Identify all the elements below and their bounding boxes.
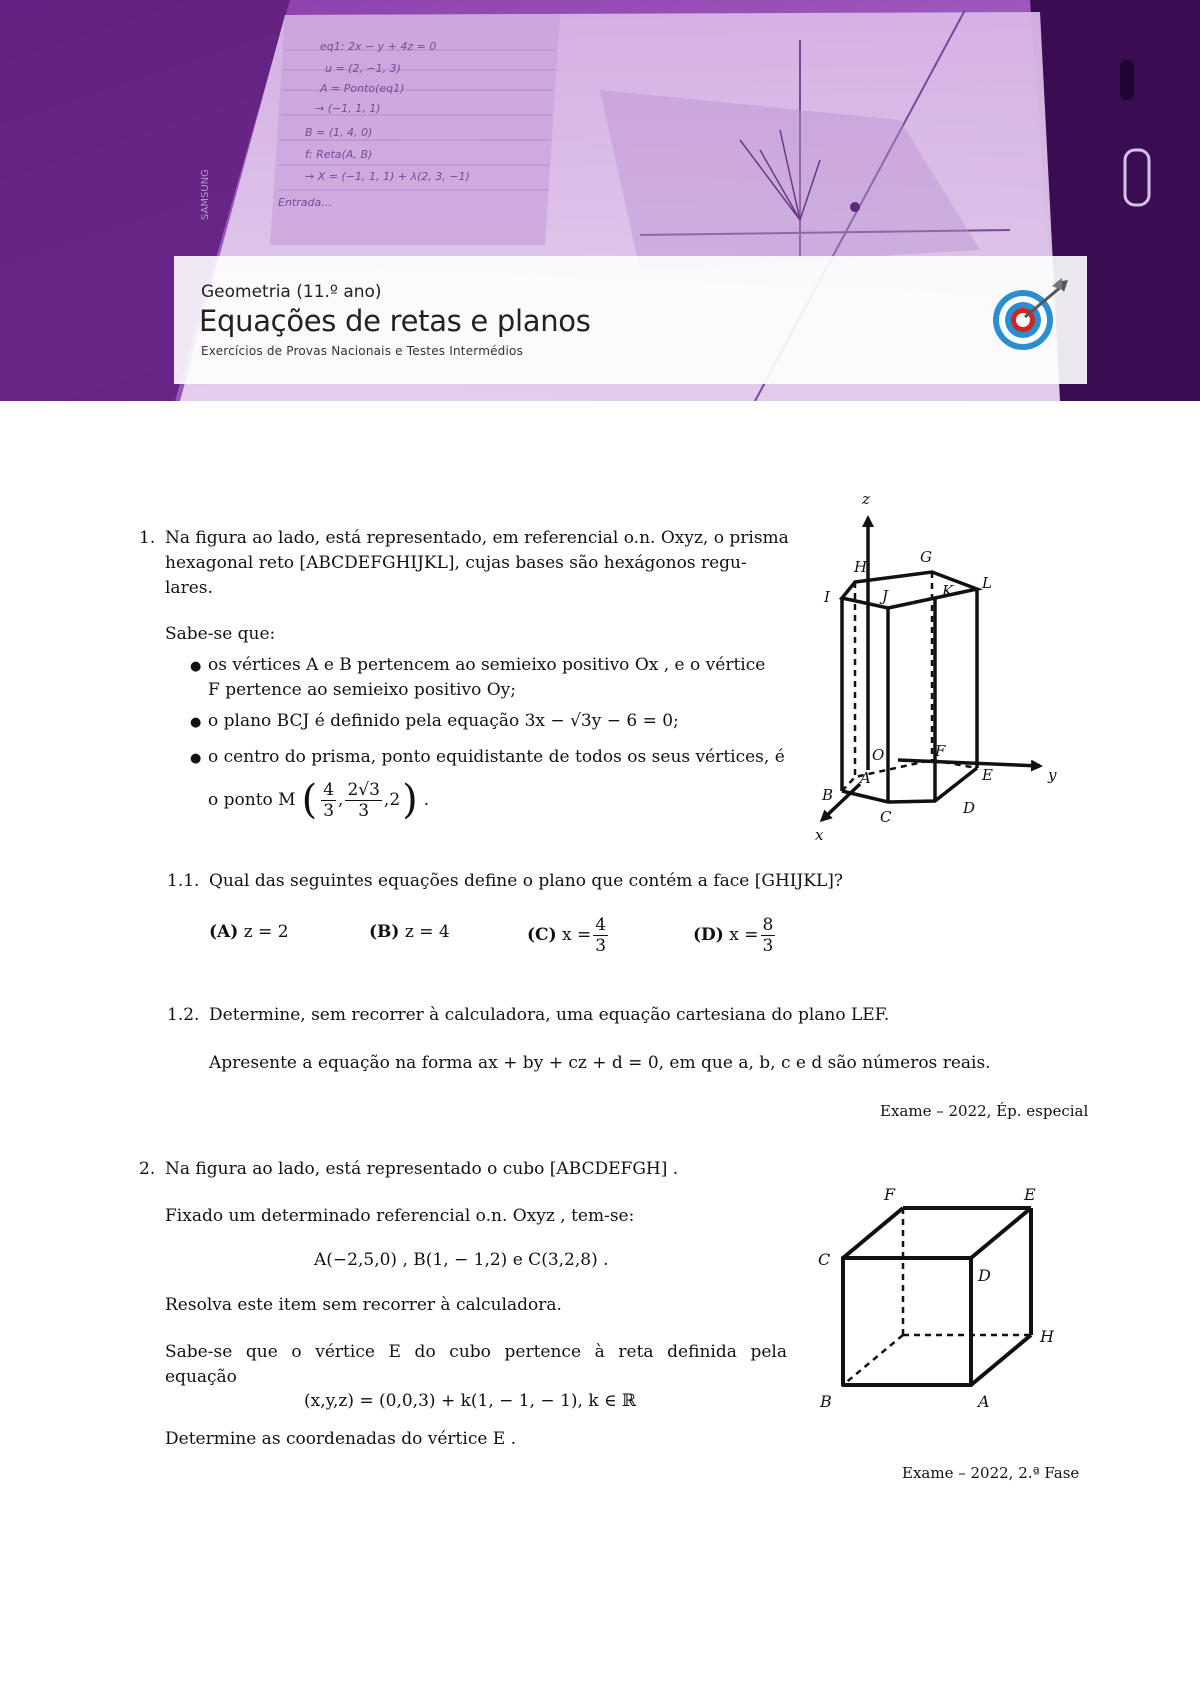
label-i: I (824, 588, 830, 606)
option-a-label: (A) (209, 922, 239, 942)
q1-known: Sabe-se que: (165, 624, 276, 644)
cube-label-b: B (820, 1392, 832, 1411)
period: . (423, 789, 430, 810)
edge-ah (971, 1335, 1031, 1385)
hidden-edge-gb (843, 1335, 903, 1385)
option-c-text: x = (562, 925, 592, 945)
q2-intro: Na figura ao lado, está representado o cubo [ABCDEFGH] . (165, 1159, 679, 1179)
label-k: K (942, 582, 954, 600)
option-d[interactable] (693, 910, 777, 960)
edge-cf (843, 1208, 903, 1258)
q1-point-m (208, 770, 429, 830)
label-d: D (963, 799, 976, 817)
option-b-text: z = 4 (404, 922, 450, 942)
q2-points: A(−2,5,0) , B(1, − 1,2) e C(3,2,8) . (314, 1250, 609, 1270)
q1-2-number: 1.2. (167, 1005, 200, 1025)
q1-bullet2: o plano BCJ é definido pela equação 3x − √3y − 6 = 0; (208, 711, 679, 731)
screen-row-6: f: Reta(A, B) (305, 148, 373, 161)
q1-1-text: Qual das seguintes equações define o plano que contém a face [GHIJKL]? (209, 871, 844, 891)
header-tagline: Exercícios de Provas Nacionais e Testes Intermédios (201, 344, 524, 358)
option-a[interactable] (209, 922, 289, 942)
option-b-label: (B) (369, 922, 400, 942)
top-hexagon (842, 572, 977, 608)
label-e: E (982, 766, 993, 784)
screen-row-8: Entrada... (278, 196, 332, 209)
q2-fixed: Fixado um determinado referencial o.n. Oxyz , tem-se: (165, 1206, 635, 1226)
label-b: B (822, 786, 834, 804)
paren-close: ) (402, 776, 418, 823)
option-b[interactable] (369, 922, 450, 942)
cube-figure (810, 1180, 1070, 1420)
cube-label-c: C (818, 1250, 831, 1269)
m-y-fraction (345, 780, 381, 821)
cube-label-e: E (1024, 1185, 1036, 1204)
option-d-num: 8 (762, 914, 774, 935)
label-y: y (1048, 766, 1057, 784)
label-z: z (862, 490, 870, 508)
q2-e-line1: Sabe-se que o vértice E do cubo pertence à reta definida pela (165, 1342, 787, 1362)
label-l: L (982, 574, 992, 592)
m-z: 2 (389, 789, 401, 810)
q2-source: Exame – 2022, 2.ª Fase (902, 1464, 1080, 1482)
screen-row-4: → (−1, 1, 1) (315, 102, 381, 115)
target-logo-icon (990, 276, 1070, 356)
screen-row-7: → X = (−1, 1, 1) + λ(2, 3, −1) (305, 170, 470, 183)
label-c: C (880, 808, 892, 826)
paren-open: ( (301, 776, 318, 823)
comma: , (383, 789, 390, 810)
cube-label-h: H (1040, 1327, 1054, 1346)
device-brand: SAMSUNG (200, 169, 211, 220)
m-y-den: 3 (358, 800, 370, 821)
q2-line-equation: (x,y,z) = (0,0,3) + k(1, − 1, − 1), k ∈ ℝ (304, 1391, 637, 1411)
option-d-fraction (761, 915, 776, 956)
cube-label-a: A (978, 1392, 990, 1411)
q1-bullet3-line1: o centro do prisma, ponto equidistante de todos os seus vértices, é (208, 747, 785, 767)
label-f: F (935, 742, 946, 760)
m-x-fraction (321, 780, 336, 821)
comma: , (338, 789, 344, 810)
option-c-den: 3 (595, 935, 607, 956)
bullet-icon: ● (190, 659, 202, 674)
q1-bullet1-line1: os vértices A e B pertencem ao semieixo positivo Ox , e o vértice (208, 655, 766, 675)
q2-no-calc: Resolva este item sem recorrer à calculadora. (165, 1295, 562, 1315)
m-x-den: 3 (323, 800, 335, 821)
screen-row-3: A = Ponto(eq1) (320, 82, 405, 95)
option-d-den: 3 (762, 935, 774, 956)
option-d-label: (D) (693, 925, 724, 945)
option-a-text: z = 2 (243, 922, 289, 942)
q2-e-line2: equação (165, 1367, 237, 1387)
page-title: Equações de retas e planos (199, 304, 591, 338)
prism-figure (800, 490, 1080, 850)
m-y-num: 2√3 (347, 779, 380, 800)
option-d-text: x = (729, 925, 759, 945)
q2-task: Determine as coordenadas do vértice E . (165, 1429, 517, 1449)
label-j: J (882, 587, 889, 605)
q1-number: 1. (139, 528, 156, 548)
bullet-icon: ● (190, 715, 202, 730)
option-c[interactable] (527, 910, 610, 960)
q1-intro-line3: lares. (165, 578, 213, 598)
front-face (843, 1258, 971, 1385)
label-x: x (815, 826, 824, 844)
label-g: G (920, 548, 932, 566)
q1-bullet1-line2: F pertence ao semieixo positivo Oy; (208, 680, 516, 700)
option-c-fraction (593, 915, 608, 956)
screen-row-1: eq1: 2x − y + 4z = 0 (320, 40, 437, 53)
y-axis (898, 760, 1040, 766)
q1-1-number: 1.1. (167, 871, 200, 891)
title-card (174, 256, 1087, 384)
bullet-icon: ● (190, 751, 202, 766)
q1-2-text: Determine, sem recorrer à calculadora, uma equação cartesiana do plano LEF. (209, 1005, 890, 1025)
cube-label-d: D (978, 1266, 991, 1285)
header-banner (0, 0, 1200, 401)
m-x-num: 4 (323, 779, 335, 800)
edge-de (971, 1208, 1031, 1258)
option-c-num: 4 (595, 914, 607, 935)
q1-intro-line1: Na figura ao lado, está representado, em referencial o.n. Oxyz, o prisma (165, 528, 789, 548)
screen-row-2: u = (2, −1, 3) (325, 62, 401, 75)
label-h: H (854, 558, 868, 576)
option-c-label: (C) (527, 925, 557, 945)
label-a: A (860, 769, 871, 787)
screen-row-5: B = (1, 4, 0) (305, 126, 373, 139)
q1-source: Exame – 2022, Ép. especial (880, 1102, 1089, 1120)
header-subtitle: Geometria (11.º ano) (201, 282, 382, 302)
q1-2-hint: Apresente a equação na forma ax + by + cz + d = 0, em que a, b, c e d são números reais. (209, 1053, 991, 1073)
cube-label-f: F (884, 1185, 896, 1204)
label-o: O (872, 746, 885, 764)
q1-bullet3-prefix: o ponto M (208, 789, 296, 810)
q1-intro-line2: hexagonal reto [ABCDEFGHIJKL], cujas bases são hexágonos regu- (165, 553, 747, 573)
q2-number: 2. (139, 1159, 156, 1179)
